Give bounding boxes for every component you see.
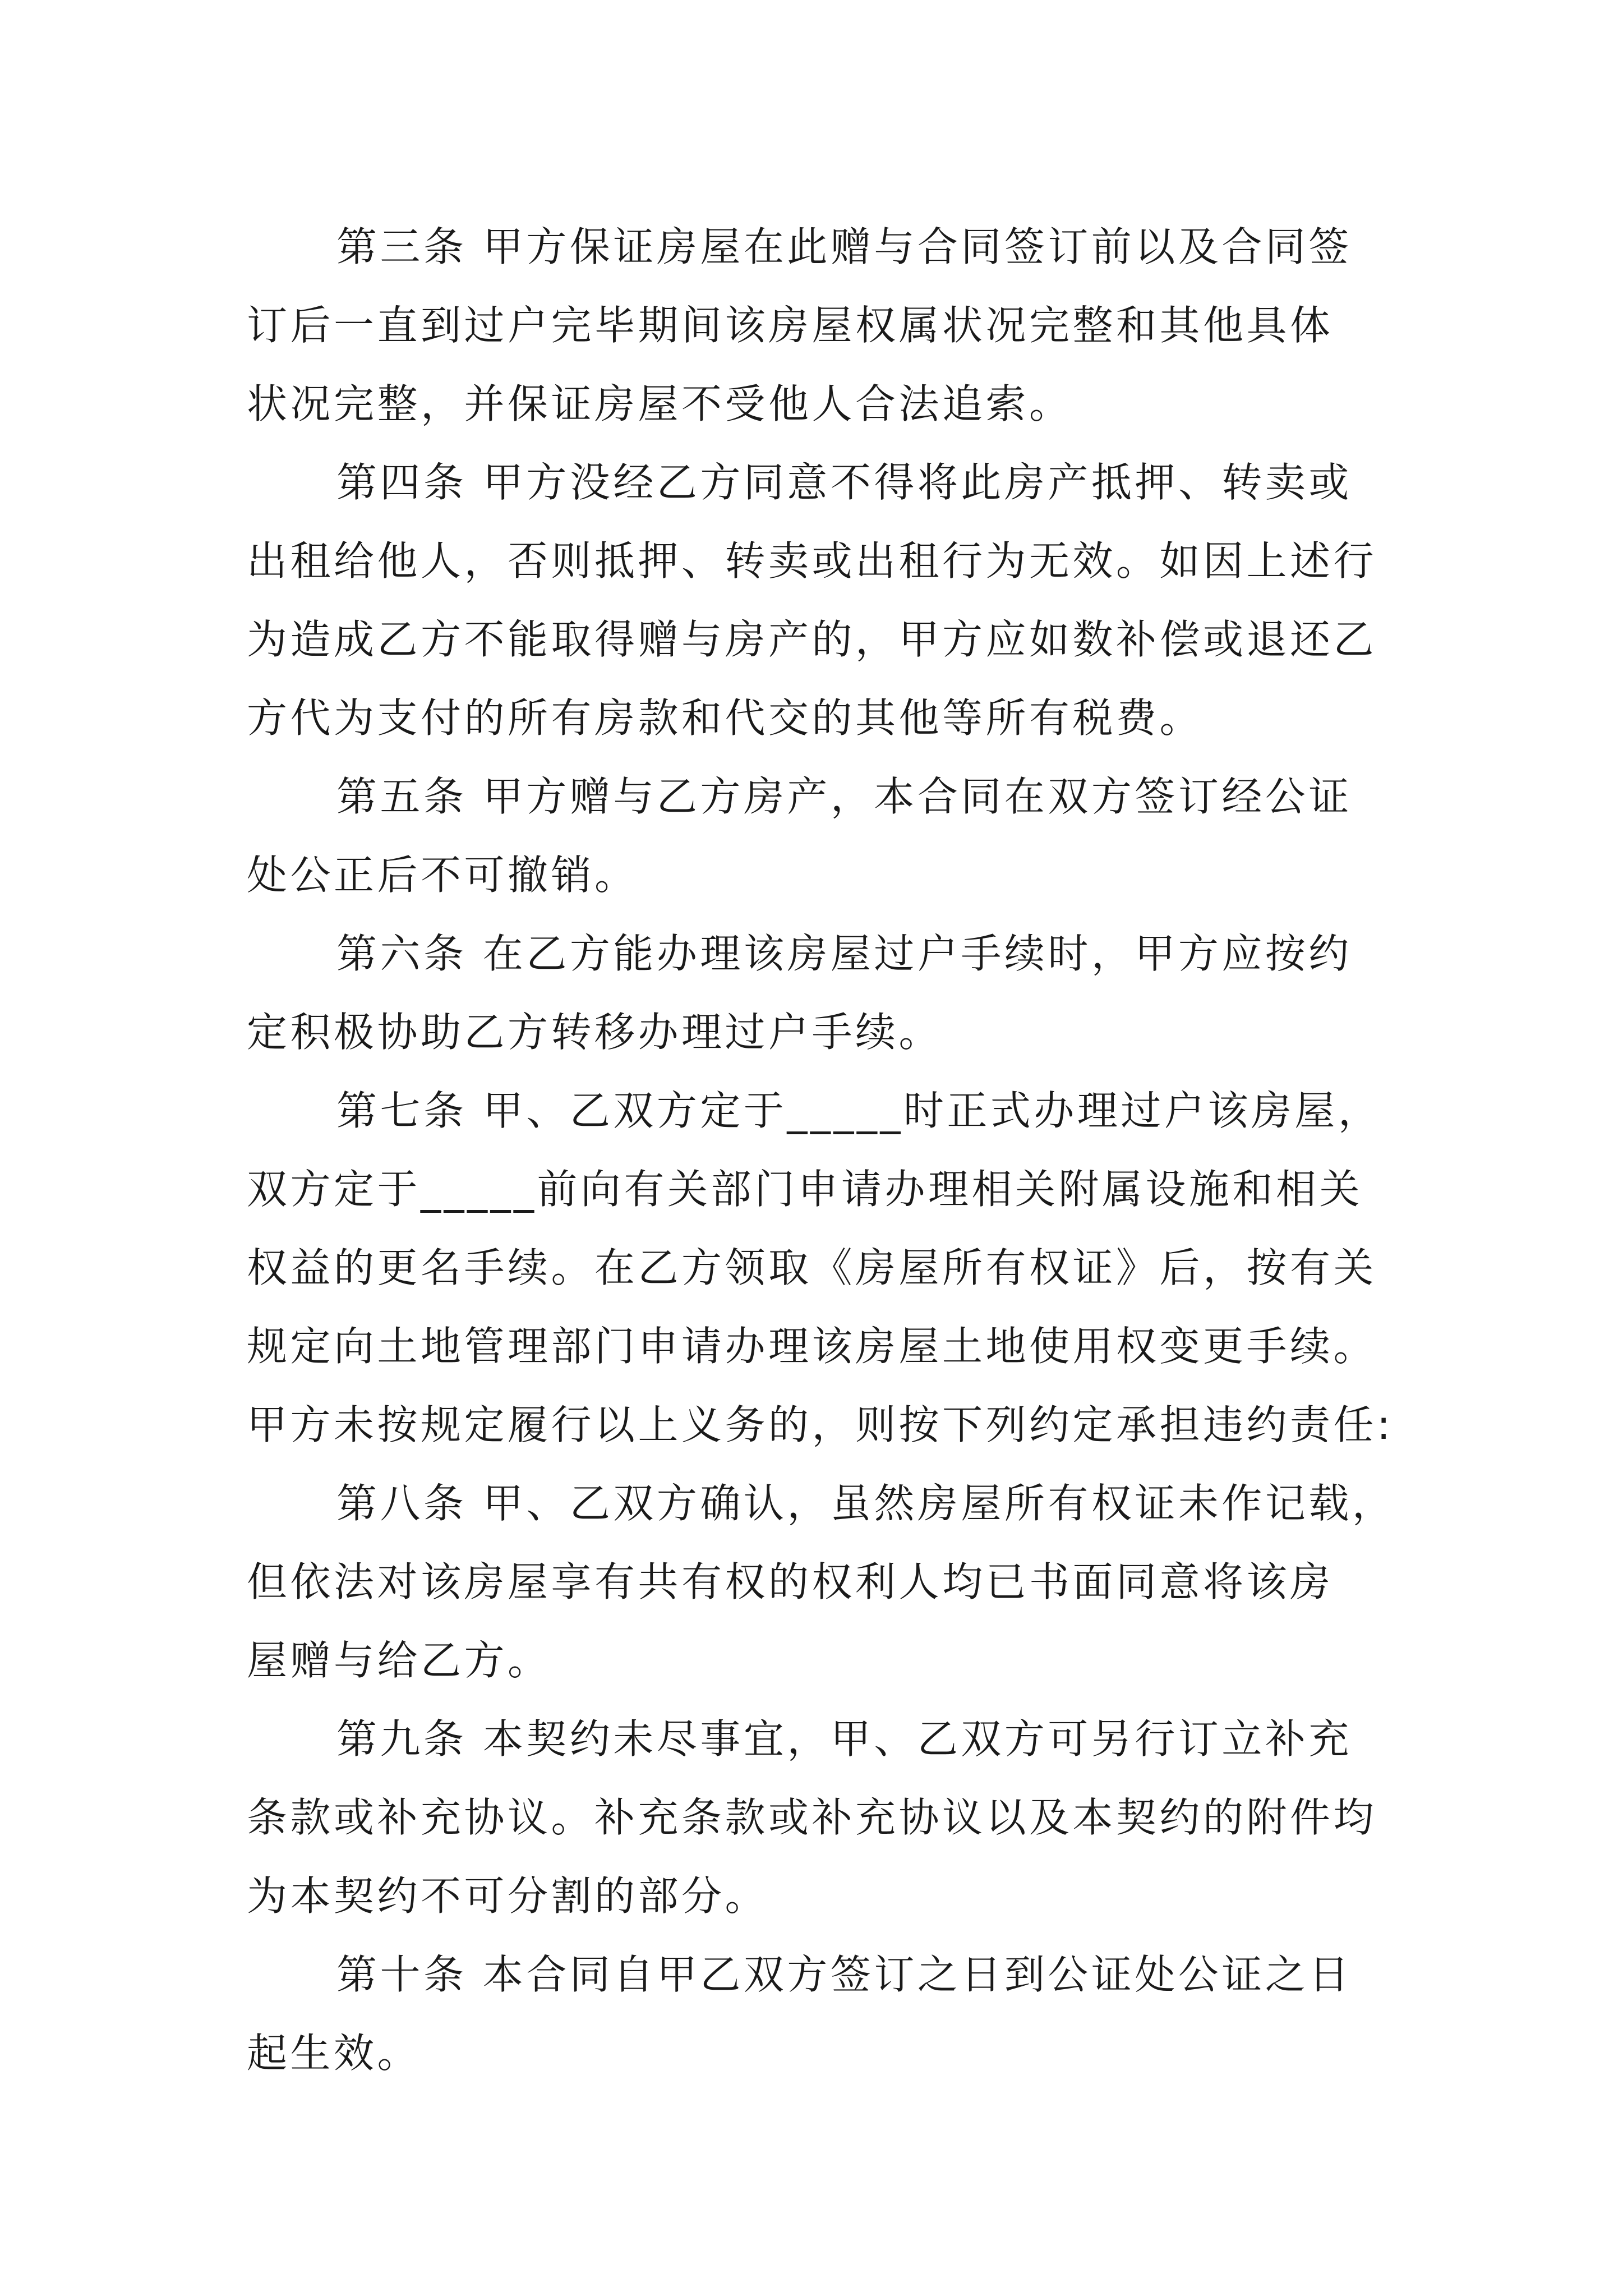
clause-5-line-1: 第五条 甲方赠与乙方房产，本合同在双方签订经公证 bbox=[336, 773, 1352, 820]
clause-4-line-4: 方代为支付的所有房款和代交的其他等所有税费。 bbox=[247, 694, 1204, 742]
clause-8-line-3: 屋赠与给乙方。 bbox=[247, 1637, 551, 1684]
clause-4-line-2: 出租给他人，否则抵押、转卖或出租行为无效。如因上述行 bbox=[247, 537, 1377, 585]
clause-5-line-2: 处公正后不可撤销。 bbox=[247, 852, 638, 899]
clause-3-line-3: 状况完整，并保证房屋不受他人合法追索。 bbox=[247, 380, 1073, 427]
clause-7-line-5: 甲方未按规定履行以上义务的，则按下列约定承担违约责任: bbox=[247, 1401, 1394, 1448]
clause-9-line-2: 条款或补充协议。补充条款或补充协议以及本契约的附件均 bbox=[247, 1794, 1377, 1841]
clause-7-line-3: 权益的更名手续。在乙方领取《房屋所有权证》后，按有关 bbox=[247, 1244, 1377, 1291]
clause-9-line-1: 第九条 本契约未尽事宜，甲、乙双方可另行订立补充 bbox=[336, 1715, 1352, 1763]
clause-4-line-3: 为造成乙方不能取得赠与房产的，甲方应如数补偿或退还乙 bbox=[247, 616, 1377, 663]
clause-10-line-1: 第十条 本合同自甲乙双方签订之日到公证处公证之日 bbox=[336, 1951, 1352, 1998]
clause-10-line-2: 起生效。 bbox=[247, 2030, 421, 2077]
clause-7-line-4: 规定向土地管理部门申请办理该房屋土地使用权变更手续。 bbox=[247, 1323, 1377, 1370]
clause-6-line-1: 第六条 在乙方能办理该房屋过户手续时，甲方应按约 bbox=[336, 930, 1352, 977]
clause-7-line-2: 双方定于_____前向有关部门申请办理相关附属设施和相关 bbox=[247, 1166, 1363, 1213]
clause-9-line-3: 为本契约不可分割的部分。 bbox=[247, 1872, 769, 1920]
clause-7-line-1: 第七条 甲、乙双方定于_____时正式办理过户该房屋， bbox=[336, 1087, 1382, 1134]
clause-4-line-1: 第四条 甲方没经乙方同意不得将此房产抵押、转卖或 bbox=[336, 459, 1352, 506]
clause-8-line-1: 第八条 甲、乙双方确认，虽然房屋所有权证未作记载， bbox=[336, 1480, 1396, 1527]
clause-3-line-1: 第三条 甲方保证房屋在此赠与合同签订前以及合同签 bbox=[336, 223, 1352, 270]
clause-3-line-2: 订后一直到过户完毕期间该房屋权属状况完整和其他具体 bbox=[247, 302, 1334, 349]
clause-6-line-2: 定积极协助乙方转移办理过户手续。 bbox=[247, 1009, 943, 1056]
clause-8-line-2: 但依法对该房屋享有共有权的权利人均已书面同意将该房 bbox=[247, 1558, 1334, 1605]
document-body bbox=[247, 208, 1396, 2092]
